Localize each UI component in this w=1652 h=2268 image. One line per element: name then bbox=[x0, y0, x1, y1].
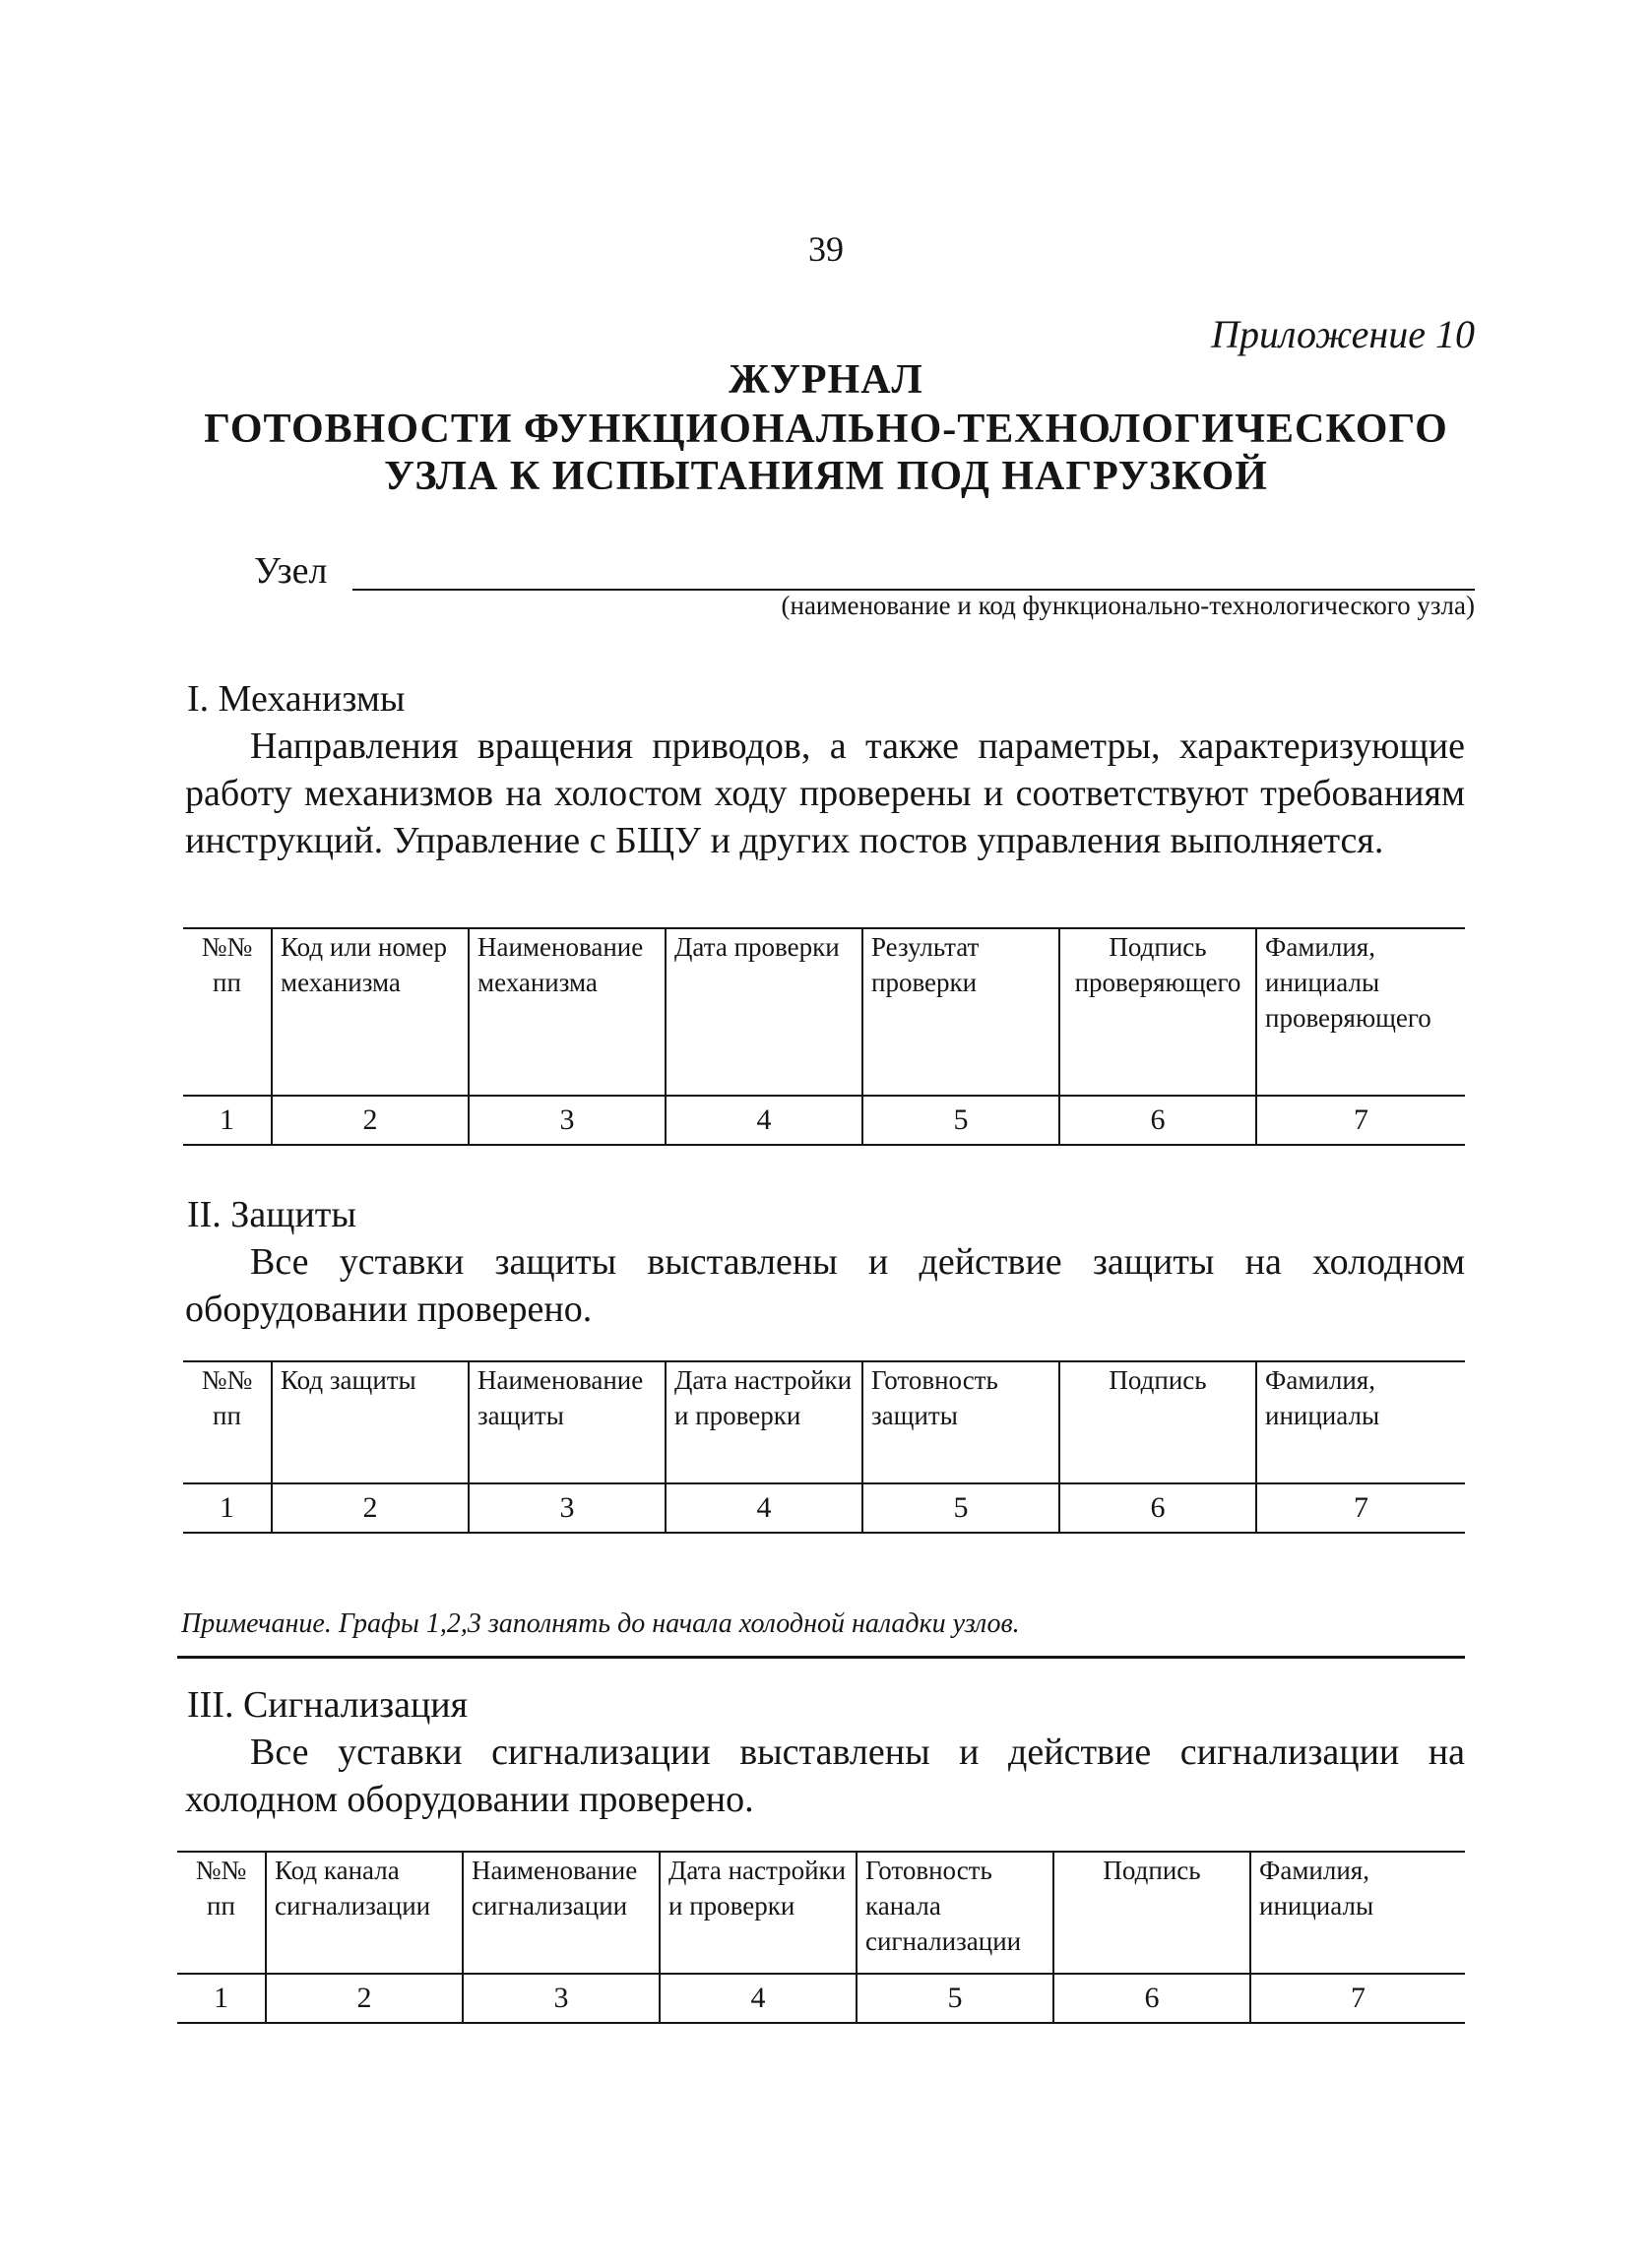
header-cell: Фамилия, инициалы bbox=[1250, 1852, 1465, 1974]
header-cell: Подпись bbox=[1059, 1361, 1256, 1483]
column-number: 1 bbox=[183, 1096, 272, 1145]
header-cell: Наименование сигнализации bbox=[463, 1852, 660, 1974]
signaling-table bbox=[177, 1851, 1465, 2024]
header-cell: Готовность защиты bbox=[862, 1361, 1059, 1483]
header-cell: Наименование защиты bbox=[469, 1361, 666, 1483]
column-number: 7 bbox=[1256, 1096, 1465, 1145]
column-number: 6 bbox=[1059, 1483, 1256, 1533]
page-number: 39 bbox=[808, 229, 844, 269]
header-cell: Дата проверки bbox=[666, 928, 862, 1096]
column-number: 6 bbox=[1059, 1096, 1256, 1145]
section-signaling-title: III. Сигнализация bbox=[187, 1684, 469, 1726]
node-caption: (наименование и код функционально-технологического узла) bbox=[781, 591, 1475, 620]
header-cell: Код канала сигнализации bbox=[266, 1852, 463, 1974]
header-cell: Готовность канала сигнализации bbox=[857, 1852, 1053, 1974]
column-number: 7 bbox=[1250, 1974, 1465, 2023]
column-number: 1 bbox=[183, 1483, 272, 1533]
header-cell: Подпись проверяющего bbox=[1059, 928, 1256, 1096]
column-number-row bbox=[183, 1096, 1465, 1145]
mechanisms-table bbox=[183, 927, 1465, 1146]
column-number: 3 bbox=[469, 1096, 666, 1145]
table-header-row bbox=[183, 928, 1465, 1096]
column-number-row bbox=[183, 1483, 1465, 1533]
column-number: 4 bbox=[666, 1483, 862, 1533]
column-number: 3 bbox=[469, 1483, 666, 1533]
header-cell: Дата настройки и проверки bbox=[666, 1361, 862, 1483]
section-protections-text: Все уставки защиты выставлены и действие защиты на холодном оборудовании проверено. bbox=[185, 1241, 1465, 1330]
header-cell: №№ пп bbox=[177, 1852, 266, 1974]
column-number: 2 bbox=[272, 1096, 469, 1145]
header-cell: Наименование механизма bbox=[469, 928, 666, 1096]
column-number: 6 bbox=[1053, 1974, 1250, 2023]
column-number: 4 bbox=[666, 1096, 862, 1145]
header-cell: №№ пп bbox=[183, 1361, 272, 1483]
appendix-label: Приложение 10 bbox=[1211, 312, 1475, 356]
column-number-row bbox=[177, 1974, 1465, 2023]
column-number: 5 bbox=[857, 1974, 1053, 2023]
header-cell: Фамилия, инициалы bbox=[1256, 1361, 1465, 1483]
column-number: 5 bbox=[862, 1096, 1059, 1145]
column-number: 5 bbox=[862, 1483, 1059, 1533]
column-number: 1 bbox=[177, 1974, 266, 2023]
section-mechanisms-text: Направления вращения приводов, а также параметры, характеризующие работу механизмов на холостом ходу проверены и соответствуют требованиям инструкций. Управление с БЩУ и других постов управления выполняется. bbox=[185, 725, 1465, 861]
column-number: 2 bbox=[266, 1974, 463, 2023]
journal-title-line-3: УЗЛА К ИСПЫТАНИЯМ ПОД НАГРУЗКОЙ bbox=[384, 454, 1268, 499]
header-cell: Результат проверки bbox=[862, 928, 1059, 1096]
header-cell: Код или номер механизма bbox=[272, 928, 469, 1096]
header-cell: №№ пп bbox=[183, 928, 272, 1096]
section-mechanisms-title: I. Механизмы bbox=[187, 678, 406, 720]
column-number: 3 bbox=[463, 1974, 660, 2023]
node-label: Узел bbox=[254, 550, 328, 592]
header-cell: Подпись bbox=[1053, 1852, 1250, 1974]
column-number: 2 bbox=[272, 1483, 469, 1533]
header-cell: Дата настройки и проверки bbox=[660, 1852, 857, 1974]
table-header-row bbox=[177, 1852, 1465, 1974]
section-protections-title: II. Защиты bbox=[187, 1194, 356, 1235]
journal-title-line-2: ГОТОВНОСТИ ФУНКЦИОНАЛЬНО-ТЕХНОЛОГИЧЕСКОГО bbox=[204, 407, 1448, 452]
header-cell: Код защиты bbox=[272, 1361, 469, 1483]
table-header-row bbox=[183, 1361, 1465, 1483]
divider bbox=[177, 1656, 1465, 1659]
protections-table bbox=[183, 1360, 1465, 1534]
journal-title: ЖУРНАЛ bbox=[729, 357, 923, 403]
section-signaling-text: Все уставки сигнализации выставлены и действие сигнализации на холодном оборудовании проверено. bbox=[185, 1732, 1465, 1820]
header-cell: Фамилия, инициалы проверяющего bbox=[1256, 928, 1465, 1096]
table-note: Примечание. Графы 1,2,3 заполнять до начала холодной наладки узлов. bbox=[181, 1608, 1020, 1639]
column-number: 4 bbox=[660, 1974, 857, 2023]
column-number: 7 bbox=[1256, 1483, 1465, 1533]
